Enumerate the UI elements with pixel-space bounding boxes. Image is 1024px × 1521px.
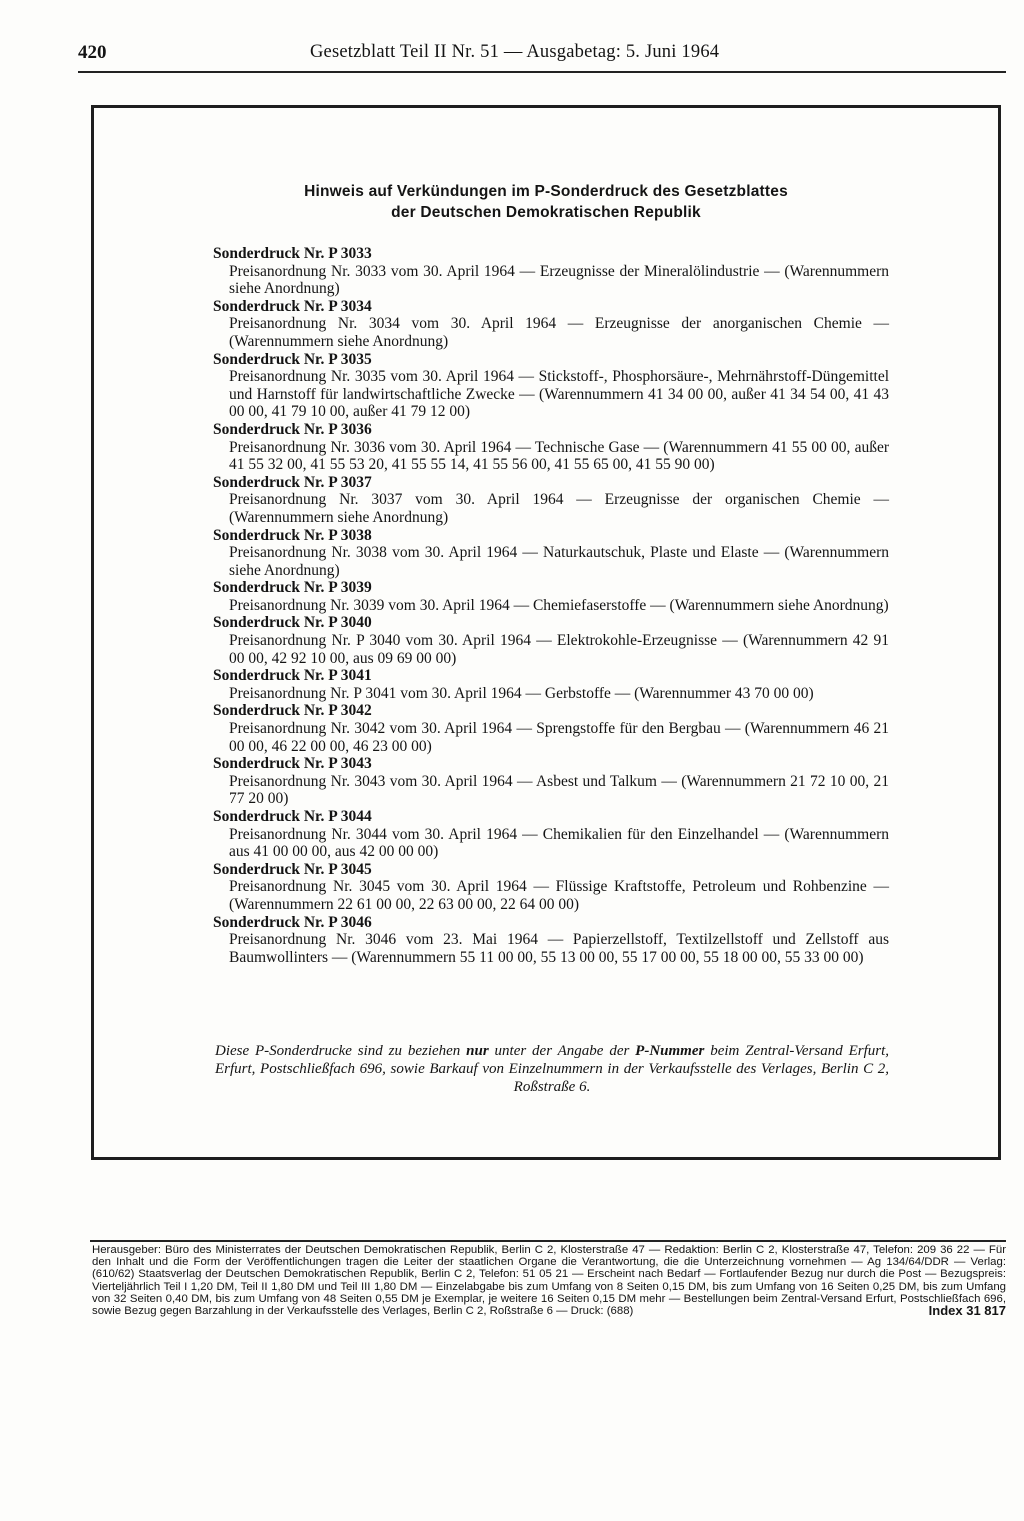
header-rule (78, 71, 1006, 73)
entry-heading: Sonderdruck Nr. P 3037 (213, 473, 372, 491)
entry-heading: Sonderdruck Nr. P 3046 (213, 913, 372, 931)
entry-p3034 (213, 298, 889, 351)
entry-p3041 (213, 667, 889, 702)
entry-heading: Sonderdruck Nr. P 3045 (213, 860, 372, 878)
note-emphasis-nur: nur (466, 1043, 489, 1059)
note-text: unter der Angabe der (488, 1043, 636, 1059)
entry-p3046 (213, 914, 889, 967)
imprint-text: Herausgeber: Büro des Ministerrates der Deutschen Demokratischen Republik, Berlin C 2, Klosterstraße 47 — Redaktion: Berlin C 2, Klosterstraße 47, Telefon: 209 36 22 — Für den Inhalt und die Form der Veröffentlichungen tragen die Leiter der staatlichen Organe die Verantwortung, die die Unterzeichnung vornehmen — Ag 134/64/DDR — Verlag: (610/62) Staatsverlag der Deutschen Demokratischen Republik, Berlin C 2, Telefon: 51 05 21 — Erscheint nach Bedarf — Fortlaufender Bezug nur durch die Post — Bezugspreis: Vierteljährlich Teil I 1,20 DM, Teil II 1,80 DM und Teil III 1,80 DM — Einzelabgabe bis zum Umfang von 8 Seiten 0,15 DM, bis zum Umfang von 16 Seiten 0,25 DM, bis zum Umfang von 32 Seiten 0,40 DM, bis zum Umfang von 48 Seiten 0,55 DM je Exemplar, je weitere 16 Seiten 0,15 DM mehr — Bestellungen beim Zentral-Versand Erfurt, Postschließfach 696, sowie Bezug gegen Barzahlung in der Verkaufsstelle des Verlages, Berlin C 2, Roßstraße 6 — Druck: (688) (92, 1244, 1006, 1318)
entry-text: Preisanordnung Nr. 3039 vom 30. April 1964 — Chemiefaserstoffe — (Warennummern siehe Anordnung) (229, 596, 889, 614)
entry-text: Preisanordnung Nr. 3037 vom 30. April 1964 — Erzeugnisse der organischen Chemie — (Warennummern siehe Anordnung) (229, 491, 889, 526)
entry-list (213, 245, 889, 966)
entry-text: Preisanordnung Nr. 3035 vom 30. April 1964 — Stickstoff-, Phosphorsäure-, Mehrnährstoff-Düngemittel und Harnstoff für landwirtschaftliche Zwecke — (Warennummern 41 34 00 00, außer 41 34 54 00, 41 43 00 00, 41 79 10 00, außer 41 79 12 00) (229, 368, 889, 421)
imprint (92, 1244, 1006, 1317)
entry-p3036 (213, 421, 889, 474)
entry-p3037 (213, 474, 889, 527)
index-number: Index 31 817 (928, 1303, 1006, 1319)
entry-p3039 (213, 579, 889, 614)
entry-heading: Sonderdruck Nr. P 3033 (213, 245, 372, 262)
entry-heading: Sonderdruck Nr. P 3036 (213, 420, 372, 438)
ordering-note (215, 1043, 889, 1096)
notice-title (94, 181, 998, 223)
entry-text: Preisanordnung Nr. 3044 vom 30. April 1964 — Chemikalien für den Einzelhandel — (Warennummern aus 41 00 00 00, aus 42 00 00 00) (229, 825, 889, 861)
entry-p3045 (213, 861, 889, 914)
entry-heading: Sonderdruck Nr. P 3043 (213, 755, 372, 773)
page-header (78, 42, 1008, 68)
entry-text: Preisanordnung Nr. 3043 vom 30. April 1964 — Asbest und Talkum — (Warennummern 21 72 10 00, 21 77 20 00) (229, 772, 889, 808)
entry-heading: Sonderdruck Nr. P 3044 (213, 808, 372, 825)
notice-box (91, 105, 1001, 1160)
entry-heading: Sonderdruck Nr. P 3041 (213, 667, 372, 685)
entry-text: Preisanordnung Nr. 3042 vom 30. April 1964 — Sprengstoffe für den Bergbau — (Warennummern 46 21 00 00, 46 22 00 00, 46 23 00 00) (229, 720, 889, 755)
entry-p3044 (213, 808, 889, 861)
entry-p3043 (213, 755, 889, 808)
entry-heading: Sonderdruck Nr. P 3034 (213, 297, 372, 315)
entry-p3042 (213, 702, 889, 755)
entry-p3040 (213, 614, 889, 667)
entry-text: Preisanordnung Nr. P 3040 vom 30. April 1964 — Elektrokohle-Erzeugnisse — (Warennummern 42 91 00 00, 42 92 10 00, aus 09 69 00 00) (229, 632, 889, 667)
note-text: Diese P-Sonderdrucke sind zu beziehen (215, 1043, 467, 1059)
entry-text: Preisanordnung Nr. 3033 vom 30. April 1964 — Erzeugnisse der Mineralölindustrie — (Warennummern siehe Anordnung) (229, 262, 889, 298)
entry-heading: Sonderdruck Nr. P 3038 (213, 526, 372, 544)
entry-heading: Sonderdruck Nr. P 3035 (213, 350, 372, 368)
entry-heading: Sonderdruck Nr. P 3042 (213, 702, 372, 720)
note-emphasis-p-nummer: P-Nummer (635, 1043, 705, 1059)
entry-heading: Sonderdruck Nr. P 3039 (213, 579, 372, 597)
entry-text: Preisanordnung Nr. 3046 vom 23. Mai 1964 — Papierzellstoff, Textilzellstoff und Zellstoff aus Baumwollinters — (Warennummern 55 11 00 00, 55 13 00 00, 55 17 00 00, 55 18 00 00, 55 33 00 00) (229, 931, 889, 966)
entry-text: Preisanordnung Nr. P 3041 vom 30. April 1964 — Gerbstoffe — (Warennummer 43 70 00 00) (229, 684, 814, 702)
entry-p3033 (213, 245, 889, 298)
page-number: 420 (78, 42, 107, 63)
entry-heading: Sonderdruck Nr. P 3040 (213, 614, 372, 632)
entry-text: Preisanordnung Nr. 3034 vom 30. April 1964 — Erzeugnisse der anorganischen Chemie — (Warennummern siehe Anordnung) (229, 315, 889, 350)
imprint-rule (90, 1240, 1006, 1242)
notice-title-line-1: Hinweis auf Verkündungen im P-Sonderdruck des Gesetzblattes (304, 183, 788, 200)
entry-text: Preisanordnung Nr. 3036 vom 30. April 1964 — Technische Gase — (Warennummern 41 55 00 00, außer 41 55 32 00, 41 55 53 20, 41 55 55 14, 41 55 56 00, 41 55 65 00, 41 55 90 00) (229, 438, 889, 474)
notice-title-line-2: der Deutschen Demokratischen Republik (391, 204, 701, 221)
entry-text: Preisanordnung Nr. 3038 vom 30. April 1964 — Naturkautschuk, Plaste und Elaste — (Warennummern siehe Anordnung) (229, 544, 889, 579)
running-title: Gesetzblatt Teil II Nr. 51 — Ausgabetag: 5. Juni 1964 (310, 42, 720, 62)
entry-p3035 (213, 351, 889, 421)
note-text: beim Zentral-Versand Erfurt, Erfurt, Postschließfach 696, sowie Barkauf von Einzelnummern in der Verkaufsstelle des Verlages, Berlin C 2, Roßstraße 6. (215, 1043, 889, 1095)
entry-text: Preisanordnung Nr. 3045 vom 30. April 1964 — Flüssige Kraftstoffe, Petroleum und Rohbenzine — (Warennummern 22 61 00 00, 22 63 00 00, 22 64 00 00) (229, 878, 889, 913)
entry-p3038 (213, 527, 889, 580)
